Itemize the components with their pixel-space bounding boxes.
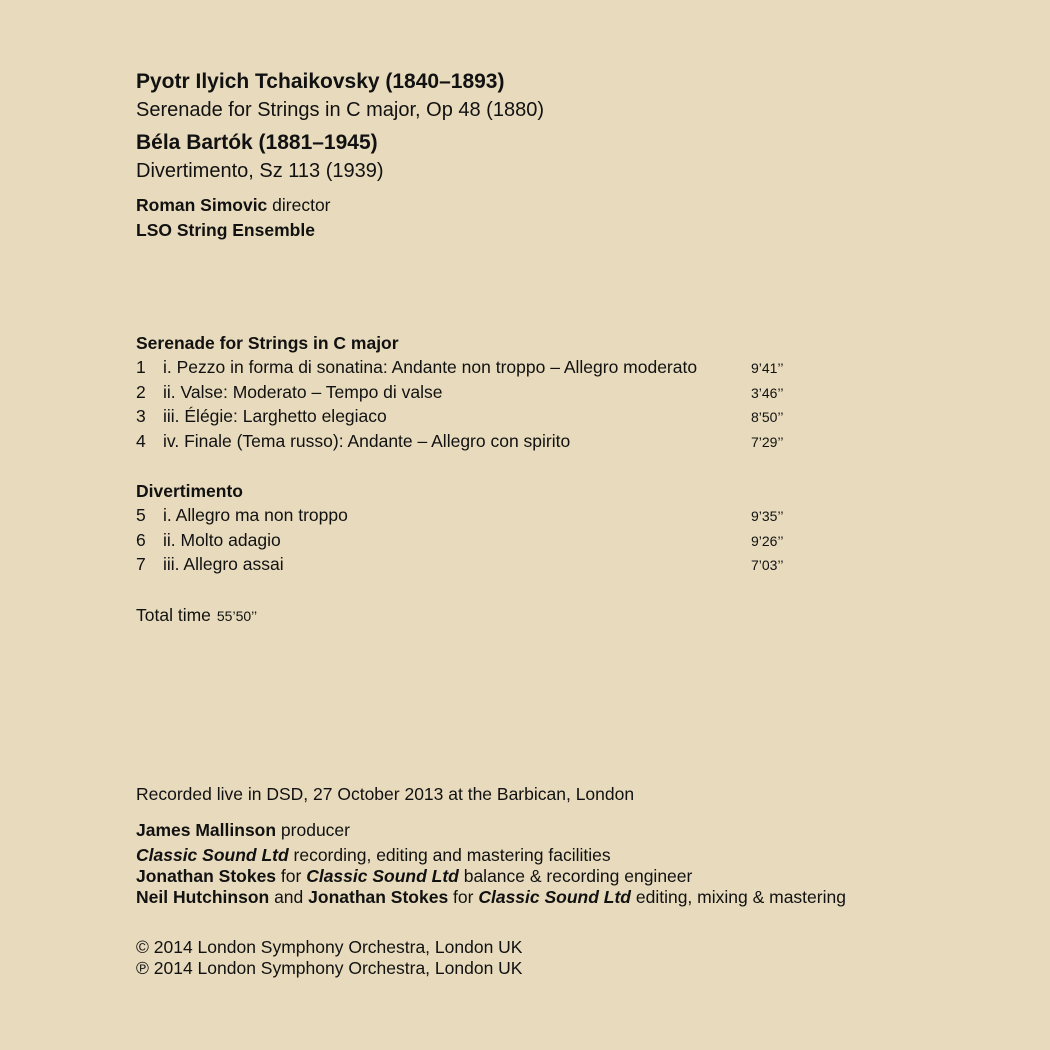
track-number: 1 xyxy=(136,357,146,377)
total-label: Total time xyxy=(136,605,211,625)
track-duration: 3’46’’ xyxy=(751,384,784,401)
track-number: 2 xyxy=(136,381,146,402)
director-role: director xyxy=(267,195,331,215)
work-divertimento: Divertimento, Sz 113 (1939) xyxy=(136,160,384,182)
track-row xyxy=(136,554,796,578)
track-duration: 9’35’’ xyxy=(751,508,784,524)
track-number: 3 xyxy=(136,406,146,427)
track-title: ii. Valse: Moderato – Tempo di valse xyxy=(163,381,443,402)
facility-name: Classic Sound Ltd xyxy=(136,845,289,865)
track-row xyxy=(136,382,796,406)
track-number: 5 xyxy=(136,505,146,525)
track-duration: 7’03’’ xyxy=(751,557,784,574)
recorded-note: Recorded live in DSD, 27 October 2013 at the Barbican, London xyxy=(136,784,635,804)
section-divertimento-title: Divertimento xyxy=(136,481,243,501)
track-duration: 7’29’’ xyxy=(751,434,784,451)
track-title: iii. Allegro assai xyxy=(163,554,284,575)
track-row xyxy=(136,505,796,529)
track-row xyxy=(136,406,796,430)
editing-name2: Jonathan Stokes xyxy=(308,887,449,907)
track-row xyxy=(136,530,796,554)
track-number: 6 xyxy=(136,529,146,550)
track-title: i. Allegro ma non troppo xyxy=(163,505,348,525)
producer-line xyxy=(136,820,350,841)
total-time xyxy=(136,605,257,626)
ensemble-name: LSO String Ensemble xyxy=(136,220,315,240)
balance-company: Classic Sound Ltd xyxy=(306,866,459,886)
balance-for: for xyxy=(276,866,307,886)
track-number: 4 xyxy=(136,431,146,452)
composer-bartok: Béla Bartók (1881–1945) xyxy=(136,131,378,154)
balance-name: Jonathan Stokes xyxy=(136,866,277,886)
balance-line xyxy=(136,866,692,887)
copyright-c: © 2014 London Symphony Orchestra, London UK xyxy=(136,937,523,957)
track-duration: 9’26’’ xyxy=(751,532,784,549)
total-duration: 55’50’’ xyxy=(216,608,258,624)
editing-for: for xyxy=(448,887,479,907)
facility-role: recording, editing and mastering facilities xyxy=(288,845,611,865)
editing-name1: Neil Hutchinson xyxy=(136,887,270,907)
facility-line xyxy=(136,845,611,866)
section-serenade-title: Serenade for Strings in C major xyxy=(136,333,399,353)
track-title: ii. Molto adagio xyxy=(163,529,281,550)
director-name: Roman Simovic xyxy=(136,195,268,215)
editing-and: and xyxy=(269,887,309,907)
producer-role: producer xyxy=(276,820,350,840)
copyright-p: ℗ 2014 London Symphony Orchestra, London UK xyxy=(136,958,523,978)
composer-tchaikovsky: Pyotr Ilyich Tchaikovsky (1840–1893) xyxy=(136,70,505,93)
track-duration: 9’41’’ xyxy=(751,360,784,376)
track-title: iii. Élégie: Larghetto elegiaco xyxy=(163,406,387,427)
track-duration: 8’50’’ xyxy=(751,409,784,426)
track-number: 7 xyxy=(136,554,146,575)
producer-name: James Mallinson xyxy=(136,820,277,840)
track-row xyxy=(136,431,796,455)
track-row xyxy=(136,357,796,381)
editing-line xyxy=(136,887,846,908)
editing-role: editing, mixing & mastering xyxy=(631,887,846,907)
track-title: i. Pezzo in forma di sonatina: Andante non troppo – Allegro moderato xyxy=(163,357,698,377)
director-line xyxy=(136,195,331,216)
work-serenade: Serenade for Strings in C major, Op 48 (1880) xyxy=(136,99,544,121)
balance-role: balance & recording engineer xyxy=(458,866,693,886)
editing-company: Classic Sound Ltd xyxy=(478,887,631,907)
track-title: iv. Finale (Tema russo): Andante – Allegro con spirito xyxy=(163,431,571,452)
